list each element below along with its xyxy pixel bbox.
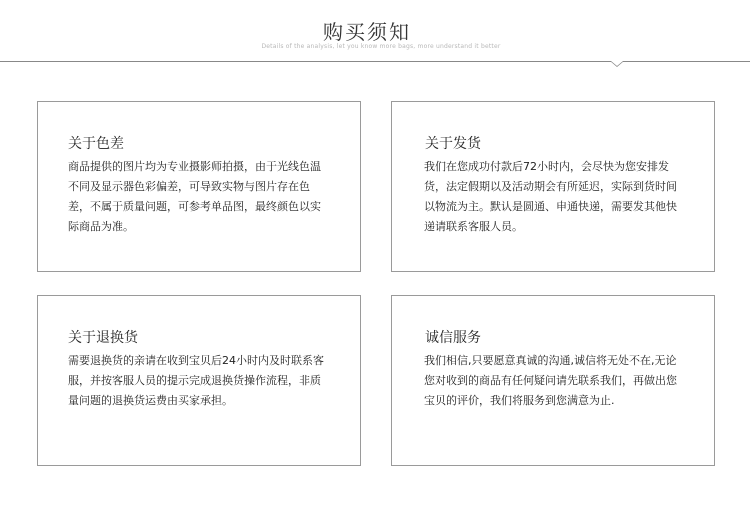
divider-notch-inner	[611, 61, 623, 66]
card-body: 商品提供的图片均为专业摄影师拍摄，由于光线色温不同及显示器色彩偏差，可导致实物与图片存在色差，不属于质量问题，可参考单品图，最终颜色以实际商品为准。	[68, 160, 321, 233]
info-card-returns	[37, 295, 361, 466]
card-body: 需要退换货的亲请在收到宝贝后24小时内及时联系客服，并按客服人员的提示完成退换货操作流程，非质量问题的退换货运费由买家承担。	[68, 354, 324, 407]
card-heading: 关于发货	[425, 136, 481, 152]
card-body: 我们相信,只要愿意真诚的沟通,诚信将无处不在,无论您对收到的商品有任何疑问请先联系我们，再做出您宝贝的评价，我们将服务到您满意为止.	[424, 354, 677, 407]
info-card-color-difference	[37, 101, 361, 272]
card-body: 我们在您成功付款后72小时内，会尽快为您安排发货，法定假期以及活动期会有所延迟，实际到货时间以物流为主。默认是圆通、申通快递，需要发其他快递请联系客服人员。	[424, 160, 677, 233]
info-card-integrity-service	[391, 295, 715, 466]
header-divider	[0, 61, 750, 62]
page-subtitle: Details of the analysis, let you know more bags, more understand it better	[261, 43, 501, 50]
card-heading: 诚信服务	[425, 330, 481, 346]
page-title: 购买须知	[323, 20, 411, 44]
page-header	[0, 0, 750, 70]
card-heading: 关于色差	[68, 136, 124, 152]
card-heading: 关于退换货	[68, 330, 138, 346]
info-card-shipping	[391, 101, 715, 272]
